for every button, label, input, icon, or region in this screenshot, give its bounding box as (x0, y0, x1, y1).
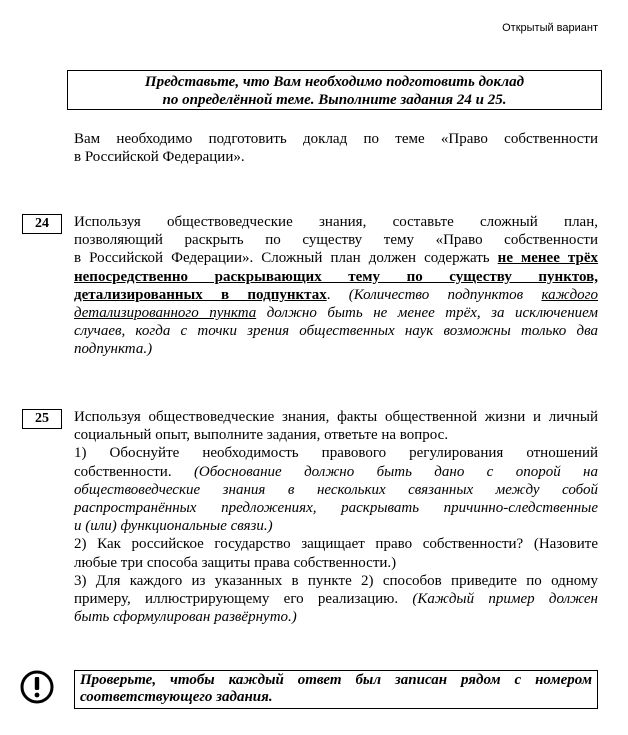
task24-line3-text: в Российской Федерации». Сложный план должен содержать (74, 250, 498, 267)
intro-line-2: по определённой теме. Выполните задания 24 и 25. (162, 92, 507, 108)
task-25-text (74, 408, 598, 626)
task25-item1-text: собственности. (74, 463, 194, 480)
task24-line-5 (74, 286, 598, 304)
task24-note-cont: должно быть не менее трёх, за исключением (256, 305, 599, 322)
task25-item1-line-4: распространённых предложениях, раскрывать причинно-следственные (74, 500, 598, 517)
task24-line-1: Используя обществоведческие знания, составьте сложный план, (74, 214, 598, 230)
task24-emphasis-1: не менее трёх (497, 250, 598, 267)
task24-emphasis-2: детализированных в подпунктах (74, 286, 327, 303)
task24-period: . (326, 286, 349, 303)
task24-line-7: случаев, когда с точки зрения общественных наук возможны только два (74, 323, 598, 340)
task24-line-6 (74, 304, 598, 322)
task25-item2-line-1: 2) Как российское государство защищает право собственности? (Назовите (74, 536, 598, 553)
intro-instruction-box (67, 70, 602, 110)
task25-item3-text: примеру, иллюстрирующему его реализацию. (74, 591, 413, 608)
task25-item3-line-1: 3) Для каждого из указанных в пункте 2) способов приведите по одному (74, 572, 598, 589)
task-24-text (74, 213, 598, 359)
topic-line-2: в Российской Федерации». (74, 149, 245, 166)
variant-label: Открытый вариант (502, 22, 598, 34)
task25-item1-note-start: (Обоснование должно быть дано с опорой на (193, 463, 598, 480)
task25-item1-line-5: и (или) функциональные связи.) (74, 518, 273, 535)
task25-item1-line-1: 1) Обоснуйте необходимость правового регулирования отношений (74, 445, 598, 462)
task25-item3-note-start: (Каждый пример должен (412, 591, 598, 608)
task25-item1-line-2 (74, 463, 598, 481)
warning-line-2: соответствующего задания. (80, 689, 273, 705)
topic-line-1: Вам необходимо подготовить доклад по теме «Право собственности (74, 131, 598, 147)
task24-note-start: (Количество подпунктов (348, 286, 542, 303)
warning-box (74, 670, 598, 709)
task25-item3-line-2 (74, 590, 598, 608)
intro-line-1: Представьте, что Вам необходимо подготовить доклад (144, 74, 525, 90)
exclamation-circle-icon (20, 670, 54, 704)
task25-line-1: Используя обществоведческие знания, факты общественной жизни и личный (74, 409, 598, 425)
task24-line-4: непосредственно раскрывающих тему по существу пунктов, (74, 268, 598, 285)
task-24-number-box: 24 (22, 214, 62, 234)
task25-item2-line-2: любые три способа защиты права собственности.) (74, 554, 397, 571)
task25-item1-line-3: обществоведческие знания в нескольких связанных между собой (74, 481, 598, 498)
topic-paragraph (74, 130, 598, 166)
task25-item3-line-3: быть сформулирован развёрнуто.) (74, 609, 297, 626)
task-25-number-box: 25 (22, 409, 62, 429)
task24-note-underlined-1: каждого (541, 286, 599, 303)
task24-line-3 (74, 249, 598, 267)
task24-line-8: подпункта.) (74, 341, 153, 358)
warning-line-1: Проверьте, чтобы каждый ответ был записан рядом с номером (80, 672, 592, 688)
task24-line-2: позволяющий раскрыть по существу тему «Право собственности (74, 232, 598, 249)
task25-line-2: социальный опыт, выполните задания, ответьте на вопрос. (74, 427, 449, 444)
task24-note-underlined-2: детализированного пункта (74, 305, 257, 322)
